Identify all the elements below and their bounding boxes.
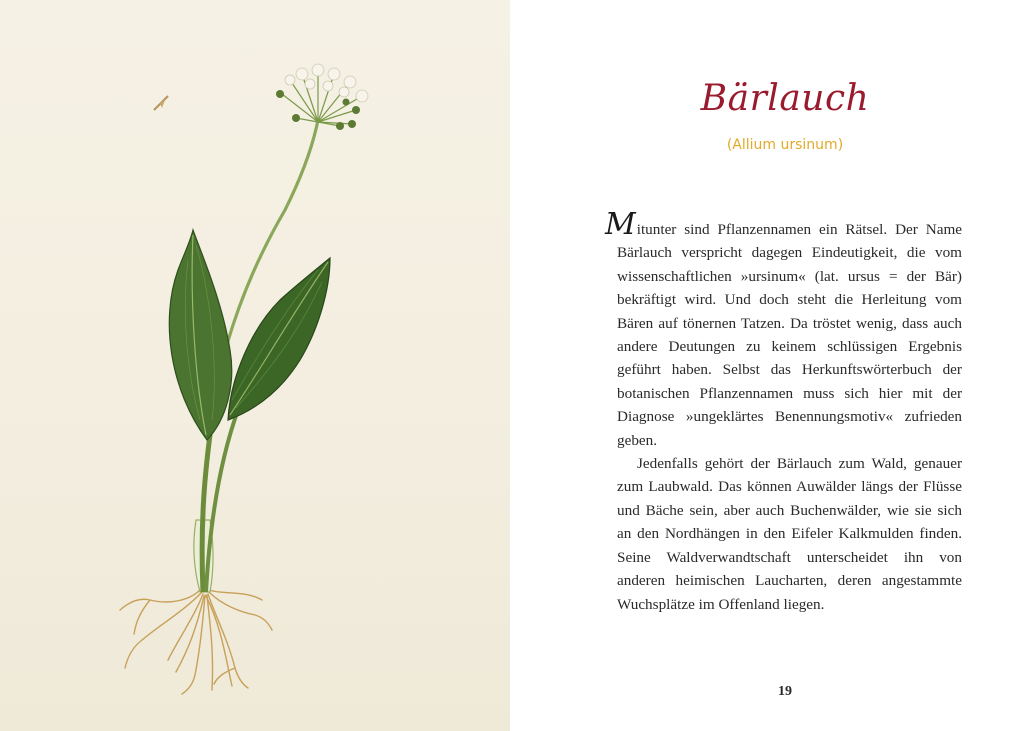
roots	[120, 590, 272, 694]
body-text	[605, 207, 962, 616]
drop-cap: M	[605, 207, 636, 242]
paragraph-1-text: itunter sind Pflanzennamen ein Rätsel. Der Name Bärlauch verspricht dagegen Eindeutigkeit, die vom wissenschaftlichen »ursinum« (lat. ursus = der Bär) bekräftigt wird. Und doch steht die Herleitung vom Bären auf tönernen Tatzen. Da tröstet wenig, dass auch andere Deutungen zu keinem schlüssigen Ergebnis geführt haben. Selbst das Herkunftswörterbuch der botanischen Pflanzennamen muss sich hier mit der Diagnose »ungeklärtes Benennungsmotiv« zufrieden geben.	[617, 221, 962, 449]
paragraph-2: Jedenfalls gehört der Bärlauch zum Wald, genauer zum Laubwald. Das können Auwälder längs der Flüsse und Bäche sein, aber auch Buchenwälder, wie sie sich an den Nordhängen in den Eifeler Kalkmulden finden. Seine Waldverwandtschaft unterscheidet ihn von anderen heimischen Laucharten, deren angestammte Wuchsplätze im Offenland liegen.	[617, 455, 962, 613]
text-page	[510, 0, 1020, 731]
insect-icon	[154, 96, 168, 110]
botanical-name: (Allium ursinum)	[726, 137, 844, 153]
paragraph-1	[605, 207, 962, 452]
left-leaf	[169, 230, 231, 440]
page-number: 19	[778, 684, 792, 699]
right-leaf	[228, 258, 330, 420]
flower-umbel	[276, 64, 368, 130]
page-title: Bärlauch	[700, 78, 870, 119]
